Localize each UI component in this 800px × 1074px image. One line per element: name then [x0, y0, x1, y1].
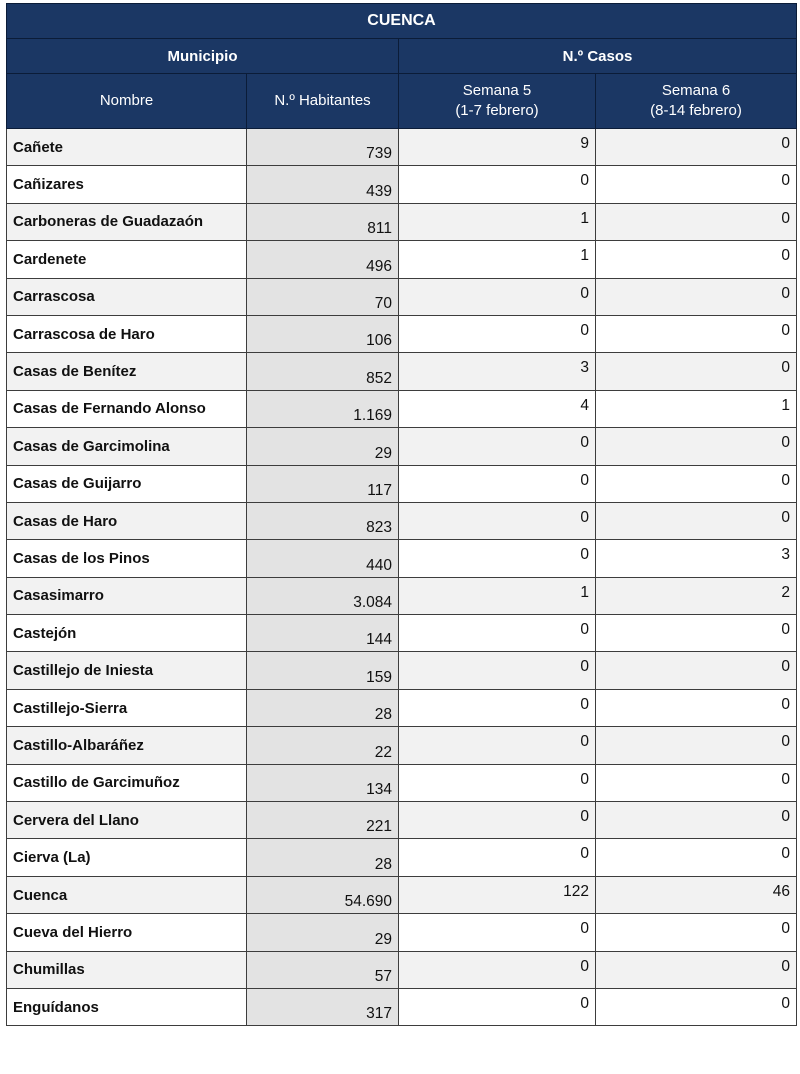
table-row: [7, 166, 797, 203]
habitantes-cell: 3.084: [247, 577, 399, 614]
municipio-name-cell: Castillejo de Iniesta: [7, 652, 247, 689]
semana5-cases-cell: 0: [399, 315, 596, 352]
municipio-name-cell: Castejón: [7, 615, 247, 652]
semana5-cases-cell: 0: [399, 652, 596, 689]
table-row: [7, 876, 797, 913]
semana5-cases-cell: 0: [399, 988, 596, 1025]
semana5-cases-cell: 0: [399, 166, 596, 203]
semana6-cases-cell: 0: [596, 652, 797, 689]
semana6-cases-cell: 0: [596, 278, 797, 315]
semana5-label: Semana 5: [462, 82, 532, 99]
semana6-label: Semana 6: [661, 82, 731, 99]
semana6-cases-cell: 0: [596, 951, 797, 988]
table-body: [7, 129, 797, 1026]
table-row: [7, 540, 797, 577]
semana5-cases-cell: 0: [399, 428, 596, 465]
habitantes-cell: 739: [247, 129, 399, 166]
habitantes-cell: 440: [247, 540, 399, 577]
semana5-range: (1-7 febrero): [455, 102, 539, 119]
table-row: [7, 988, 797, 1025]
semana6-cases-cell: 0: [596, 615, 797, 652]
semana6-cases-cell: 0: [596, 764, 797, 801]
municipio-name-cell: Carrascosa: [7, 278, 247, 315]
habitantes-cell: 1.169: [247, 390, 399, 427]
habitantes-cell: 106: [247, 315, 399, 352]
table-row: [7, 465, 797, 502]
semana5-cases-cell: 1: [399, 577, 596, 614]
semana5-cases-cell: 0: [399, 540, 596, 577]
semana5-cases-cell: 0: [399, 689, 596, 726]
habitantes-cell: 134: [247, 764, 399, 801]
municipio-name-cell: Casas de los Pinos: [7, 540, 247, 577]
municipio-name-cell: Enguídanos: [7, 988, 247, 1025]
table-row: [7, 652, 797, 689]
habitantes-cell: 22: [247, 727, 399, 764]
semana6-cases-cell: 0: [596, 988, 797, 1025]
habitantes-cell: 28: [247, 839, 399, 876]
semana6-cases-cell: 0: [596, 315, 797, 352]
semana5-cases-cell: 0: [399, 615, 596, 652]
semana6-cases-cell: 0: [596, 839, 797, 876]
habitantes-cell: 159: [247, 652, 399, 689]
municipio-name-cell: Carrascosa de Haro: [7, 315, 247, 352]
semana5-cases-cell: 0: [399, 278, 596, 315]
habitantes-cell: 28: [247, 689, 399, 726]
semana6-cases-cell: 46: [596, 876, 797, 913]
municipio-name-cell: Casas de Guijarro: [7, 465, 247, 502]
habitantes-cell: 317: [247, 988, 399, 1025]
table-row: [7, 315, 797, 352]
table-row: [7, 689, 797, 726]
habitantes-cell: 144: [247, 615, 399, 652]
table-row: [7, 764, 797, 801]
habitantes-cell: 823: [247, 502, 399, 539]
semana5-cases-cell: 3: [399, 353, 596, 390]
table-row: [7, 353, 797, 390]
semana6-cases-cell: 0: [596, 727, 797, 764]
municipio-name-cell: Cueva del Hierro: [7, 914, 247, 951]
habitantes-cell: 54.690: [247, 876, 399, 913]
table-row: [7, 727, 797, 764]
semana6-cases-cell: 0: [596, 428, 797, 465]
semana5-cases-cell: 4: [399, 390, 596, 427]
semana6-cases-cell: 0: [596, 129, 797, 166]
habitantes-cell: 221: [247, 802, 399, 839]
semana6-cases-cell: 0: [596, 465, 797, 502]
semana5-cases-cell: 0: [399, 802, 596, 839]
semana5-cases-cell: 0: [399, 839, 596, 876]
semana5-cases-cell: 1: [399, 241, 596, 278]
municipio-name-cell: Castillo de Garcimuñoz: [7, 764, 247, 801]
table-row: [7, 839, 797, 876]
habitantes-cell: 496: [247, 241, 399, 278]
semana5-cases-cell: 0: [399, 764, 596, 801]
municipio-name-cell: Casas de Garcimolina: [7, 428, 247, 465]
semana5-cases-cell: 122: [399, 876, 596, 913]
semana5-cases-cell: 0: [399, 951, 596, 988]
semana5-cases-cell: 1: [399, 203, 596, 240]
table-row: [7, 577, 797, 614]
cuenca-table-container: [6, 3, 796, 1026]
cuenca-cases-table: [6, 3, 797, 1026]
semana6-cases-cell: 0: [596, 353, 797, 390]
semana6-cases-cell: 0: [596, 914, 797, 951]
table-row: [7, 278, 797, 315]
municipio-name-cell: Carboneras de Guadazaón: [7, 203, 247, 240]
semana6-cases-cell: 0: [596, 689, 797, 726]
municipio-name-cell: Casasimarro: [7, 577, 247, 614]
table-row: [7, 428, 797, 465]
municipio-name-cell: Chumillas: [7, 951, 247, 988]
municipio-name-cell: Cuenca: [7, 876, 247, 913]
semana6-cases-cell: 2: [596, 577, 797, 614]
table-row: [7, 914, 797, 951]
habitantes-cell: 811: [247, 203, 399, 240]
municipio-name-cell: Castillo-Albaráñez: [7, 727, 247, 764]
table-row: [7, 129, 797, 166]
semana6-cases-cell: 0: [596, 802, 797, 839]
municipio-name-cell: Casas de Haro: [7, 502, 247, 539]
habitantes-cell: 852: [247, 353, 399, 390]
habitantes-cell: 117: [247, 465, 399, 502]
semana5-cases-cell: 9: [399, 129, 596, 166]
group-header-municipio: Municipio: [7, 39, 399, 74]
table-row: [7, 241, 797, 278]
column-header-semana6: [596, 74, 797, 129]
table-title: CUENCA: [7, 4, 797, 39]
semana5-cases-cell: 0: [399, 914, 596, 951]
table-row: [7, 203, 797, 240]
column-header-nombre: Nombre: [7, 74, 247, 129]
habitantes-cell: 70: [247, 278, 399, 315]
semana6-cases-cell: 1: [596, 390, 797, 427]
semana5-cases-cell: 0: [399, 465, 596, 502]
semana5-cases-cell: 0: [399, 727, 596, 764]
municipio-name-cell: Cañete: [7, 129, 247, 166]
habitantes-cell: 439: [247, 166, 399, 203]
habitantes-cell: 29: [247, 914, 399, 951]
municipio-name-cell: Castillejo-Sierra: [7, 689, 247, 726]
table-row: [7, 502, 797, 539]
municipio-name-cell: Casas de Benítez: [7, 353, 247, 390]
semana5-cases-cell: 0: [399, 502, 596, 539]
semana6-cases-cell: 0: [596, 502, 797, 539]
municipio-name-cell: Cierva (La): [7, 839, 247, 876]
municipio-name-cell: Cervera del Llano: [7, 802, 247, 839]
table-row: [7, 951, 797, 988]
column-header-habitantes: N.º Habitantes: [247, 74, 399, 129]
municipio-name-cell: Cardenete: [7, 241, 247, 278]
group-header-casos: N.º Casos: [399, 39, 797, 74]
semana6-cases-cell: 0: [596, 203, 797, 240]
municipio-name-cell: Casas de Fernando Alonso: [7, 390, 247, 427]
semana6-cases-cell: 0: [596, 241, 797, 278]
semana6-range: (8-14 febrero): [650, 102, 742, 119]
habitantes-cell: 29: [247, 428, 399, 465]
habitantes-cell: 57: [247, 951, 399, 988]
semana6-cases-cell: 0: [596, 166, 797, 203]
municipio-name-cell: Cañizares: [7, 166, 247, 203]
column-header-semana5: [399, 74, 596, 129]
table-row: [7, 390, 797, 427]
table-row: [7, 802, 797, 839]
table-row: [7, 615, 797, 652]
semana6-cases-cell: 3: [596, 540, 797, 577]
